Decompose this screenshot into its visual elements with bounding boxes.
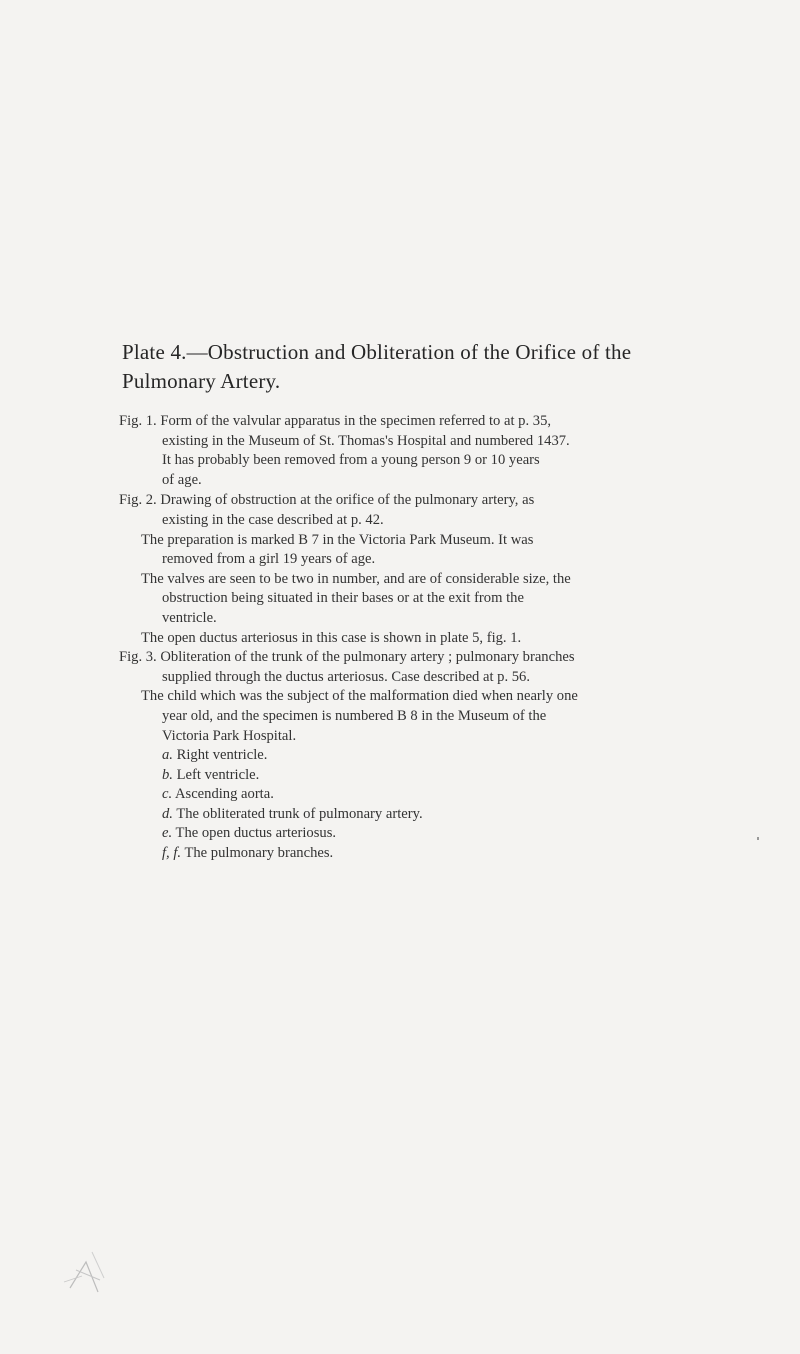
fig-3-line: supplied through the ductus arteriosus. Case described at p. 56. bbox=[162, 668, 531, 685]
legend-key: e. bbox=[162, 825, 173, 842]
pen-mark-icon bbox=[56, 1240, 116, 1300]
legend-item bbox=[122, 844, 722, 864]
fig-2-paragraph-line: removed from a girl 19 years of age. bbox=[162, 551, 376, 568]
legend-text: Left ventricle. bbox=[176, 766, 260, 783]
legend-key: c. bbox=[162, 786, 173, 803]
legend-key: d. bbox=[162, 805, 173, 822]
fig-3-entry bbox=[119, 648, 722, 864]
plate-description bbox=[119, 412, 722, 864]
legend-text: The obliterated trunk of pulmonary artery. bbox=[176, 805, 423, 822]
fig-3-paragraph-line: Victoria Park Hospital. bbox=[162, 727, 297, 744]
fig-1-line: of age. bbox=[162, 471, 202, 488]
legend-item bbox=[122, 766, 722, 786]
legend-item bbox=[122, 824, 722, 844]
legend-item bbox=[122, 746, 722, 766]
plate-title-line-2: Pulmonary Artery. bbox=[122, 369, 281, 393]
fig-2-paragraph-line: The valves are seen to be two in number, and are of considerable size, the bbox=[141, 570, 571, 587]
legend-text: The open ductus arteriosus. bbox=[175, 825, 337, 842]
plate-title-line-1: Plate 4.—Obstruction and Obliteration of the Orifice of the bbox=[122, 340, 632, 364]
legend-item bbox=[122, 785, 722, 805]
fig-3-line: Fig. 3. Obliteration of the trunk of the pulmonary artery ; pulmonary branches bbox=[119, 649, 575, 666]
legend-text: Right ventricle. bbox=[176, 747, 268, 764]
legend-text: The pulmonary branches. bbox=[184, 845, 334, 862]
legend-key: a. bbox=[162, 747, 173, 764]
fig-1-line: existing in the Museum of St. Thomas's Hospital and numbered 1437. bbox=[162, 432, 570, 449]
fig-2-line: existing in the case described at p. 42. bbox=[162, 511, 384, 528]
legend-key: b. bbox=[162, 766, 173, 783]
plate-title bbox=[122, 338, 722, 396]
legend-key: f, f. bbox=[162, 845, 182, 862]
legend-text: Ascending aorta. bbox=[174, 786, 274, 803]
fig-3-paragraph-line: The child which was the subject of the malformation died when nearly one bbox=[141, 688, 578, 705]
fig-2-paragraph-line: obstruction being situated in their bases or at the exit from the bbox=[162, 590, 524, 607]
fig-2-line: Fig. 2. Drawing of obstruction at the orifice of the pulmonary artery, as bbox=[119, 492, 535, 509]
fig-2-paragraph-line: The open ductus arteriosus in this case is shown in plate 5, fig. 1. bbox=[141, 629, 522, 646]
fig-2-paragraph-line: ventricle. bbox=[162, 609, 217, 626]
legend-item bbox=[122, 805, 722, 825]
fig-2-entry bbox=[119, 491, 722, 648]
fig-2-paragraph-line: The preparation is marked B 7 in the Victoria Park Museum. It was bbox=[141, 531, 534, 548]
speck bbox=[757, 837, 759, 840]
fig-1-line: Fig. 1. Form of the valvular apparatus in the specimen referred to at p. 35, bbox=[119, 413, 552, 429]
fig-1-line: It has probably been removed from a young person 9 or 10 years bbox=[162, 452, 540, 469]
fig-1-entry bbox=[119, 412, 722, 490]
fig-3-paragraph-line: year old, and the specimen is numbered B 8 in the Museum of the bbox=[162, 707, 547, 724]
fig-3-legend bbox=[122, 746, 722, 864]
